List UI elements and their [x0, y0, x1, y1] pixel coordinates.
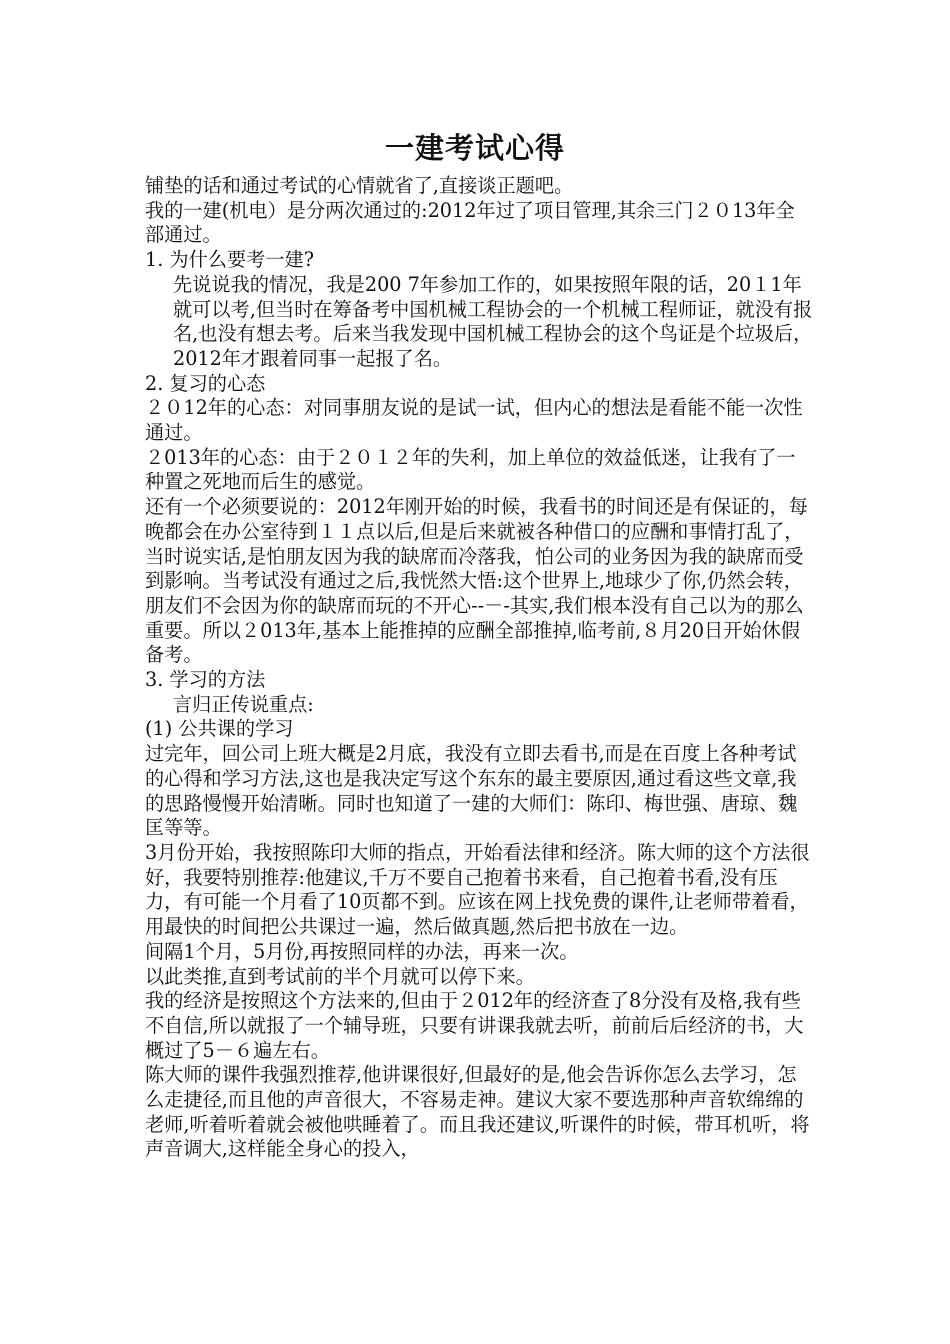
paragraph: 铺垫的话和通过考试的心情就省了,直接谈正题吧。 [145, 174, 574, 197]
paragraph: 言归正传说重点: [173, 692, 314, 716]
document-title: 一建考试心得 [384, 131, 565, 165]
document-body [145, 174, 813, 1162]
paragraph: 1. 为什么要考一建? [145, 248, 315, 272]
paragraph: 过完年，回公司上班大概是2月底，我没有立即去看书,而是在百度上各种考试的心得和学习方法,这也是我决定写这个东东的最主要原因,通过看这些文章,我的思路慢慢开始清晰。同时也知道了一建的大师们：陈印、梅世强、唐琼、魏匡等等。 [145, 742, 798, 840]
paragraph: 间隔1个月，5月份,再按照同样的办法，再来一次。 [145, 939, 579, 963]
paragraph: 先说说我的情况，我是200 7年参加工作的，如果按照年限的话，20１1年就可以考,但当时在筹备考中国机械工程协会的一个机械工程师证，就没有报名,也没有想去考。后来当我发现中国机械工程协会的这个鸟证是个垃圾后，2012年才跟着同事一起报了名。 [173, 272, 813, 370]
paragraph: 3. 学习的方法 [145, 668, 266, 692]
paragraph: 我的一建(机电）是分两次通过的:2012年过了项目管理,其余三门２０13年全部通过。 [145, 198, 795, 247]
paragraph: ２013年的心态：由于２０１２年的失利，加上单位的效益低迷，让我有了一种置之死地而后生的感觉。 [145, 445, 796, 494]
paragraph: ２０12年的心态：对同事朋友说的是试一试，但内心的想法是看能不能一次性通过。 [145, 396, 803, 445]
paragraph: 还有一个必须要说的：2012年刚开始的时候，我看书的时间还是有保证的，每晚都会在办公室待到１１点以后,但是后来就被各种借口的应酬和事情打乱了，当时说实话,是怕朋友因为我的缺席而冷落我，怕公司的业务因为我的缺席而受到影响。当考试没有通过之后,我恍然大悟:这个世界上,地球少了你,仍然会转，朋友们不会因为你的缺席而玩的不开心--－-其实,我们根本没有自己以为的那么重要。所以２013年,基本上能推掉的应酬全部推掉,临考前,８月20日开始休假备考。 [145, 495, 808, 667]
paragraph: 3月份开始，我按照陈印大师的指点，开始看法律和经济。陈大师的这个方法很好，我要特别推荐:他建议,千万不要自己抱着书来看，自己抱着书看,没有压力，有可能一个月看了10页都不到。应该在网上找免费的课件,让老师带着看，用最快的时间把公共课过一遍，然后做真题,然后把书放在一边。 [145, 840, 810, 939]
paragraph: 我的经济是按照这个方法来的,但由于２012年的经济查了8分没有及格,我有些不自信,所以就报了一个辅导班，只要有讲课我就去听，前前后后经济的书，大概过了5－６遍左右。 [145, 989, 804, 1062]
paragraph: 以此类推,直到考试前的半个月就可以停下来。 [145, 964, 535, 988]
paragraph: 2. 复习的心态 [145, 371, 266, 395]
paragraph: (1) 公共课的学习 [145, 717, 294, 741]
paragraph: 陈大师的课件我强烈推荐,他讲课很好,但最好的是,他会告诉你怎么去学习，怎么走捷径,而且他的声音很大，不容易走神。建议大家不要选那种声音软绵绵的老师,听着听着就会被他哄睡着了。而且我还建议,听课件的时候，带耳机听，将声音调大,这样能全身心的投入， [145, 1063, 810, 1161]
